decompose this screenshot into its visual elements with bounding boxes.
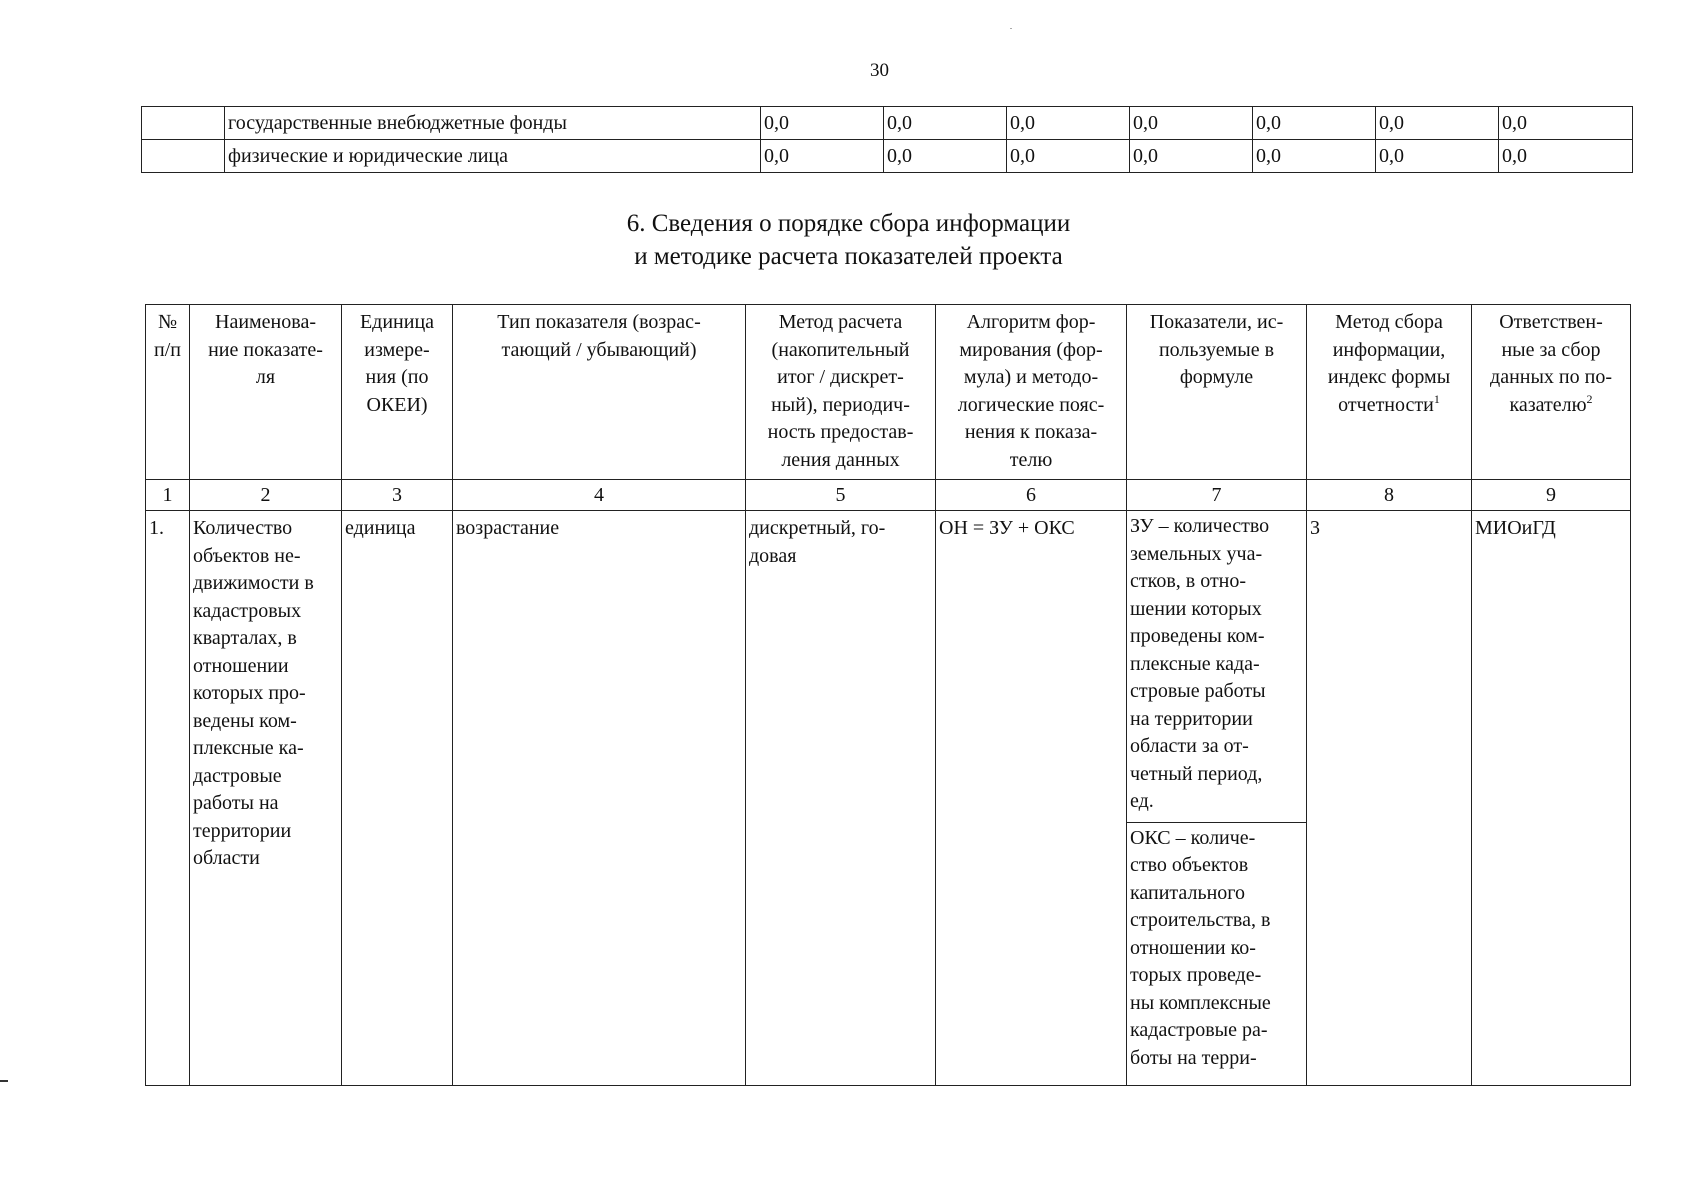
financing-row bbox=[142, 107, 1633, 140]
header-cell-calc-method: Метод расчета (накопительный итог / дискрет- ный), периодич- ность предостав- ления данных bbox=[746, 305, 936, 480]
page-number: 30 bbox=[870, 60, 889, 81]
method-cell: дискретный, го- довая bbox=[746, 511, 936, 1086]
indicators-cell bbox=[1127, 511, 1307, 1086]
indicator-oks: ОКС – количе- ство объектов капитального строительства, в отношении ко- торых проведе- ны комплексные кадастровые ра- боты на терри- bbox=[1130, 826, 1271, 1069]
value-cell: 0,0 bbox=[1376, 140, 1499, 173]
indicator-name: Количество объектов не- движимости в кадастровых кварталах, в отношении которых про- ведены ком- плексные ка- дастровые работы на территории области bbox=[190, 511, 342, 1086]
value-cell: 0,0 bbox=[884, 140, 1007, 173]
value-cell: 0,0 bbox=[1499, 140, 1633, 173]
value-cell: 0,0 bbox=[1253, 107, 1376, 140]
column-number: 9 bbox=[1472, 480, 1631, 511]
header-cell-indicators: Показатели, ис- пользуемые в формуле bbox=[1127, 305, 1307, 480]
column-number: 7 bbox=[1127, 480, 1307, 511]
header-cell-name: Наименова- ние показате- ля bbox=[190, 305, 342, 480]
column-number-row bbox=[146, 480, 1631, 511]
table-header-row bbox=[146, 305, 1631, 480]
empty-cell bbox=[142, 107, 225, 140]
column-number: 6 bbox=[936, 480, 1127, 511]
scan-speck bbox=[1010, 28, 1012, 29]
row-number: 1. bbox=[146, 511, 190, 1086]
value-cell: 0,0 bbox=[1007, 140, 1130, 173]
type-cell: возрастание bbox=[453, 511, 746, 1086]
header-cell-responsible: Ответствен- ные за сбор данных по по- казателю$^2$ bbox=[1472, 305, 1631, 480]
section-heading bbox=[0, 207, 1697, 273]
collection-method-cell: 3 bbox=[1307, 511, 1472, 1086]
value-cell: 0,0 bbox=[1130, 107, 1253, 140]
source-label: физические и юридические лица bbox=[225, 140, 761, 173]
indicator-zu: ЗУ – количество земельных уча- стков, в отно- шении которых проведены ком- плексные када- стровые работы на территории области за от- четный период, ед. bbox=[1127, 511, 1306, 823]
value-cell: 0,0 bbox=[1499, 107, 1633, 140]
column-number: 1 bbox=[146, 480, 190, 511]
header-cell-type: Тип показателя (возрас- тающий / убывающий) bbox=[453, 305, 746, 480]
indicator-methodology-table bbox=[145, 304, 1631, 1086]
header-cell-algorithm: Алгоритм фор- мирования (фор- мула) и методо- логические пояс- нения к показа- телю bbox=[936, 305, 1127, 480]
footnote-mark: 1 bbox=[1433, 391, 1440, 406]
header-cell-number: № п/п bbox=[146, 305, 190, 480]
source-label: государственные внебюджетные фонды bbox=[225, 107, 761, 140]
value-cell: 0,0 bbox=[884, 107, 1007, 140]
column-number: 4 bbox=[453, 480, 746, 511]
section-title-line: 6. Сведения о порядке сбора информации bbox=[626, 210, 1071, 237]
scan-edge-mark bbox=[0, 1080, 8, 1082]
value-cell: 0,0 bbox=[761, 107, 884, 140]
table-row bbox=[146, 511, 1631, 1086]
column-number: 5 bbox=[746, 480, 936, 511]
formula-cell: ОН = ЗУ + ОКС bbox=[936, 511, 1127, 1086]
empty-cell bbox=[142, 140, 225, 173]
value-cell: 0,0 bbox=[761, 140, 884, 173]
financing-row bbox=[142, 140, 1633, 173]
header-cell-collection-method: Метод сбора информации, индекс формы отчетности$^1$ bbox=[1307, 305, 1472, 480]
unit-cell: единица bbox=[342, 511, 453, 1086]
column-number: 8 bbox=[1307, 480, 1472, 511]
header-cell-unit: Единица измере- ния (по ОКЕИ) bbox=[342, 305, 453, 480]
value-cell: 0,0 bbox=[1130, 140, 1253, 173]
value-cell: 0,0 bbox=[1007, 107, 1130, 140]
footnote-mark: 2 bbox=[1586, 391, 1593, 406]
responsible-cell: МИОиГД bbox=[1472, 511, 1631, 1086]
section-title-line: и методике расчета показателей проекта bbox=[634, 243, 1063, 270]
column-number: 3 bbox=[342, 480, 453, 511]
column-number: 2 bbox=[190, 480, 342, 511]
value-cell: 0,0 bbox=[1376, 107, 1499, 140]
value-cell: 0,0 bbox=[1253, 140, 1376, 173]
financing-table-continuation bbox=[141, 106, 1633, 173]
